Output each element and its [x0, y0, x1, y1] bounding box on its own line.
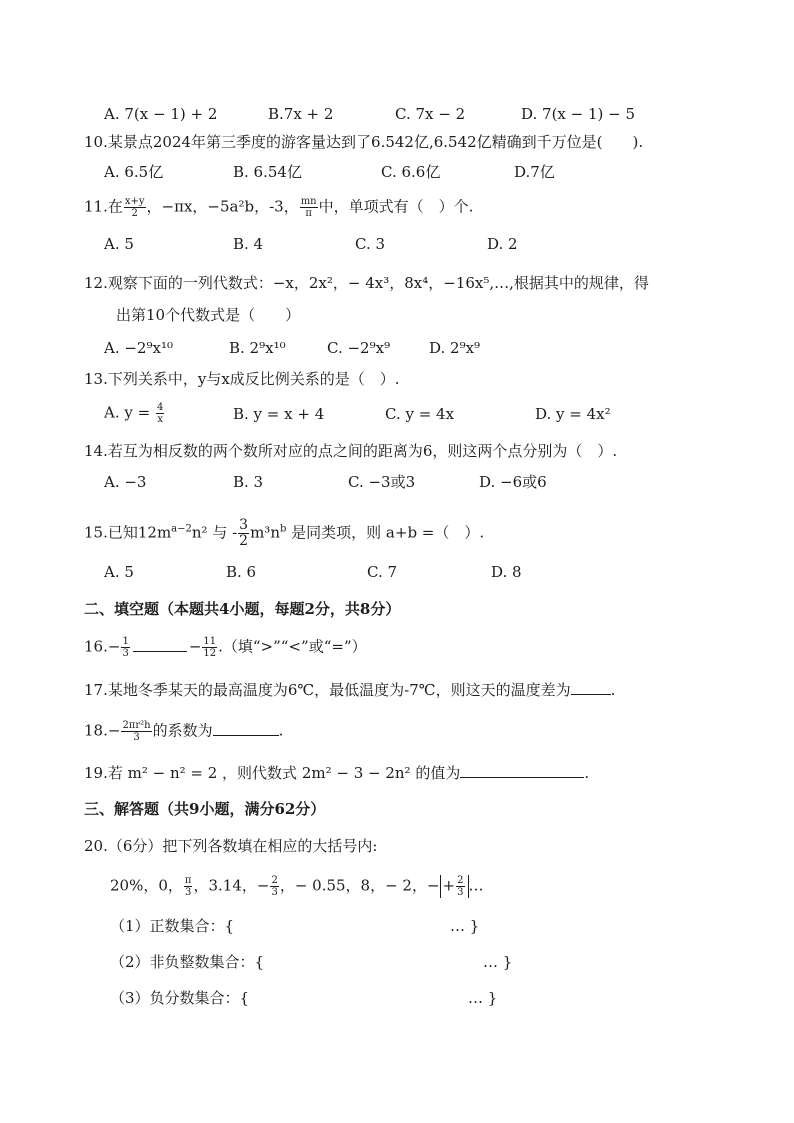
q14-option-c: C. −3或3	[348, 473, 416, 491]
q14-stem: 14.若互为相反数的两个数所对应的点之间的距离为6，则这两个点分别为（ ）.	[84, 442, 618, 460]
q15-option-a: A. 5	[104, 563, 134, 581]
q15-option-c: C. 7	[367, 563, 398, 581]
q10-option-a: A. 6.5亿	[104, 163, 164, 181]
q10-option-b: B. 6.54亿	[233, 163, 302, 181]
q20-numbers-list: 20%，0， $\frac{\pi}{3}$ ，3.14，− $\frac{2}{3}$ ，− 0.55，8，− 2，− + $\frac{2}{3}$ …	[110, 875, 484, 898]
q11-option-c: C. 3	[355, 235, 386, 253]
q12-option-a: A. −2⁹x¹⁰	[104, 339, 173, 357]
q16-stem: 16.− $\frac{1}{3}$ − $\frac{11}{12}$ .（填“>”“<”或“=”）	[84, 636, 367, 659]
q20-set-neg-frac-end: … }	[468, 989, 498, 1007]
section-2-heading: 二、填空题（本题共4小题，每题2分，共8分）	[84, 600, 401, 618]
q14-option-d: D. −6或6	[479, 473, 547, 491]
q9-option-c: C. 7x − 2	[395, 105, 466, 123]
q16-fraction-1: $\frac{1}{3}$	[122, 636, 129, 659]
q20-fraction-2-3: $\frac{2}{3}$	[271, 875, 278, 898]
q13-option-b: B. y = x + 4	[233, 405, 325, 423]
q20-absolute-value: + $\frac{2}{3}$	[440, 875, 469, 898]
q15-fraction: $\frac{3}{2}$	[239, 517, 249, 549]
q19-stem: 19.若 m² − n² = 2 ，则代数式 2m² − 3 − 2n² 的值为 .	[84, 764, 590, 782]
q13-option-d: D. y = 4x²	[535, 405, 611, 423]
q12-option-c: C. −2⁹x⁹	[327, 339, 391, 357]
q13-stem: 13.下列关系中，y与x成反比例关系的是（ ）.	[84, 370, 400, 388]
q10-option-c: C. 6.6亿	[381, 163, 441, 181]
q16-fraction-2: $\frac{11}{12}$	[203, 636, 217, 659]
q15-option-b: B. 6	[226, 563, 257, 581]
q20-set-nonneg-int-label: （2）非负整数集合：{	[110, 953, 265, 971]
q17-answer-blank[interactable]	[571, 680, 611, 695]
q13-option-c: C. y = 4x	[385, 405, 455, 423]
q20-stem: 20.（6分）把下列各数填在相应的大括号内:	[84, 837, 378, 855]
q11-option-d: D. 2	[487, 235, 518, 253]
q20-fraction-pi-3: $\frac{\pi}{3}$	[184, 875, 192, 898]
q18-answer-blank[interactable]	[213, 721, 279, 736]
q11-stem: 11.在 $\frac{x+y}{2}$ ，−πx，−5a²b，-3， $\frac{mn}{\pi}$ 中，单项式有（ ）个.	[84, 196, 474, 219]
q11-option-b: B. 4	[233, 235, 264, 253]
q20-set-positive-end: … }	[450, 917, 480, 935]
q14-option-b: B. 3	[233, 473, 264, 491]
q12-stem-line2: 出第10个代数式是（ ）	[116, 306, 301, 324]
q11-fraction-1: $\frac{x+y}{2}$	[124, 196, 145, 219]
q20-set-positive-label: （1）正数集合：{	[110, 917, 235, 935]
q18-stem: 18.− $\frac{\text{2πr²h}}{3}$ 的系数为 .	[84, 720, 284, 743]
q17-stem: 17.某地冬季某天的最高温度为6℃，最低温度为-7℃，则这天的温度差为 .	[84, 681, 616, 699]
q11-fraction-2: $\frac{mn}{\pi}$	[300, 196, 317, 219]
q9-option-b: B.7x + 2	[268, 105, 334, 123]
q15-option-d: D. 8	[491, 563, 522, 581]
q13-option-a: A. y = $\frac{4}{x}$	[104, 402, 164, 425]
q12-option-d: D. 2⁹x⁹	[429, 339, 481, 357]
q10-stem: 10.某景点2024年第三季度的游客量达到了6.542亿,6.542亿精确到千万位是( ).	[84, 133, 644, 151]
q10-option-d: D.7亿	[514, 163, 555, 181]
q9-option-d: D. 7(x − 1) − 5	[521, 105, 636, 123]
q18-fraction: $\frac{\text{2πr²h}}{3}$	[122, 720, 151, 743]
q12-stem-line1: 12.观察下面的一列代数式：−x，2x²，− 4x³，8x⁴，−16x⁵,…,根据其中的规律，得	[84, 274, 649, 292]
q20-fraction-abs-2-3: $\frac{2}{3}$	[457, 875, 464, 898]
q9-option-a: A. 7(x − 1) + 2	[104, 105, 218, 123]
q14-option-a: A. −3	[104, 473, 147, 491]
q20-set-nonneg-int-end: … }	[483, 953, 513, 971]
q11-option-a: A. 5	[104, 235, 134, 253]
q19-answer-blank[interactable]	[460, 763, 584, 778]
q20-set-neg-frac-label: （3）负分数集合：{	[110, 989, 250, 1007]
q12-option-b: B. 2⁹x¹⁰	[229, 339, 286, 357]
q13-option-a-fraction: $\frac{4}{x}$	[156, 402, 164, 425]
q16-answer-blank[interactable]	[133, 637, 187, 652]
q15-stem: 15.已知$12m^{a-2}n^2$ 与 - $\frac{3}{2}$ $m^3n^b$ 是同类项，则 a+b =（ ）.	[84, 517, 485, 549]
section-3-heading: 三、解答题（共9小题，满分62分）	[84, 800, 326, 818]
